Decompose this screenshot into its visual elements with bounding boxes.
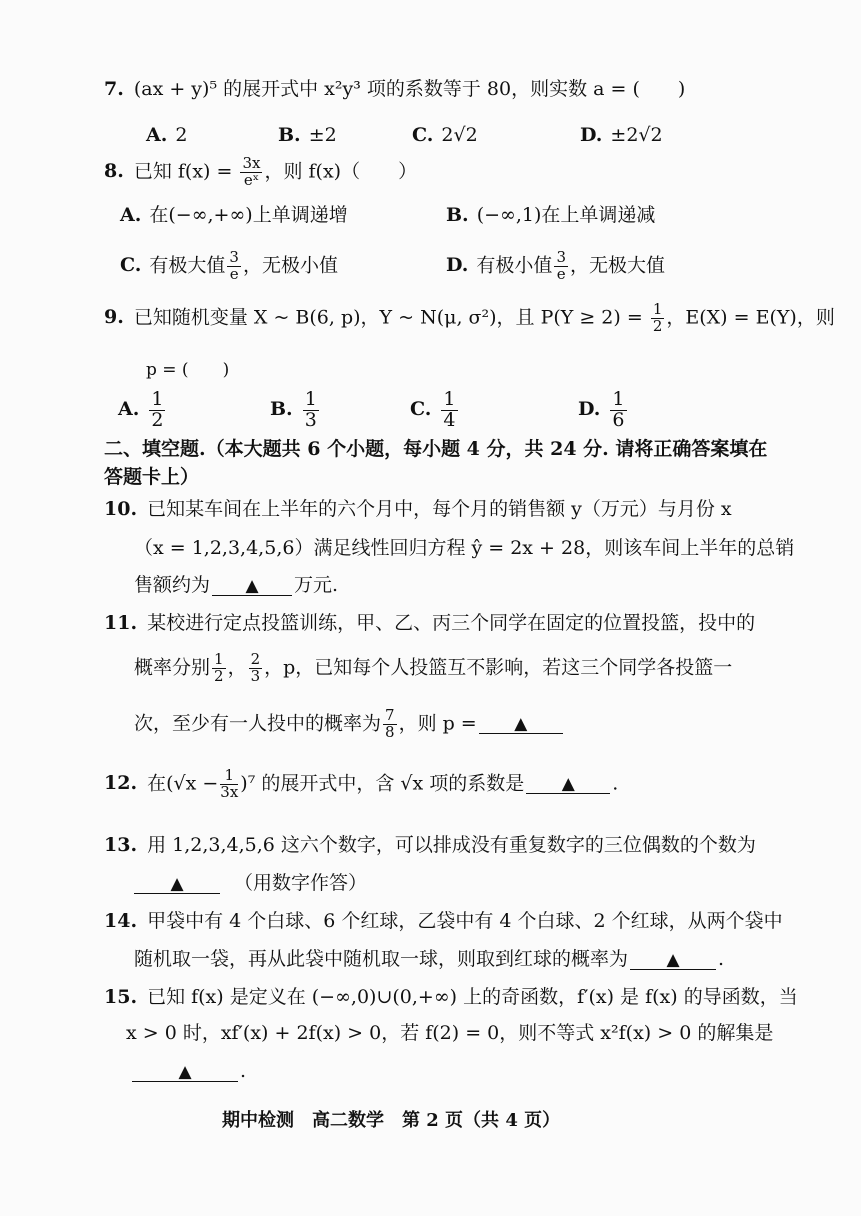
answer-blank[interactable]: ▲ bbox=[630, 950, 716, 970]
question-10-line3: 售额约为 ▲ 万元. bbox=[134, 574, 339, 596]
q8-option-a: A. 在(−∞,+∞)上单调递增 bbox=[120, 204, 348, 226]
question-13-line2: ▲ （用数字作答） bbox=[132, 874, 367, 894]
question-15-line2: x > 0 时，xf′(x) + 2f(x) > 0，若 f(2) = 0，则不等式 x²f(x) > 0 的解集是 bbox=[126, 1022, 774, 1044]
question-9: 9. 已知随机变量 X ~ B(6, p)，Y ~ N(μ, σ²)，且 P(Y ≥ 2) = $\frac{1}{2}$ ，E(X) = E(Y)，则 bbox=[104, 300, 835, 335]
q9-option-d: D. $\frac{1}{6}$ bbox=[578, 388, 625, 431]
question-14-line2: 随机取一袋，再从此袋中随机取一球，则取到红球的概率为 ▲ . bbox=[134, 948, 725, 970]
q7-option-d: D. ±2√2 bbox=[580, 124, 663, 146]
fraction: $\frac{3x}{\text{eˣ}}$ bbox=[242, 154, 261, 189]
question-11-line2: 概率分别 $\frac{1}{2}$ ， $\frac{2}{3}$ ，p，已知每个人投篮互不影响，若这三个同学各投篮一 bbox=[134, 650, 733, 685]
answer-blank[interactable]: ▲ bbox=[479, 714, 563, 734]
question-9-line2: p = ( ) bbox=[146, 360, 230, 380]
q8-option-c: C. 有极大值 $\frac{3}{e}$ ，无极小值 bbox=[120, 248, 338, 283]
answer-blank[interactable]: ▲ bbox=[134, 874, 220, 894]
q9-option-a: A. $\frac{1}{2}$ bbox=[118, 388, 164, 431]
question-14: 14. 甲袋中有 4 个白球、6 个红球，乙袋中有 4 个白球、2 个红球，从两个袋中 bbox=[104, 910, 783, 932]
question-10: 10. 已知某车间在上半年的六个月中，每个月的销售额 y（万元）与月份 x bbox=[104, 498, 732, 520]
question-number: 9. bbox=[104, 306, 124, 329]
question-11: 11. 某校进行定点投篮训练，甲、乙、丙三个同学在固定的位置投篮，投中的 bbox=[104, 612, 756, 634]
q9-option-c: C. $\frac{1}{4}$ bbox=[410, 388, 456, 431]
question-number: 7. bbox=[104, 78, 124, 100]
section-heading-line2: 答题卡上） bbox=[104, 466, 200, 488]
question-11-line3: 次，至少有一人投中的概率为 $\frac{7}{8}$ ，则 p = ▲ bbox=[134, 708, 565, 741]
q8-option-b: B. (−∞,1)在上单调递减 bbox=[446, 204, 656, 226]
answer-blank[interactable]: ▲ bbox=[526, 774, 610, 794]
question-10-line2: （x = 1,2,3,4,5,6）满足线性回归方程 ŷ = 2x + 28，则该车间上半年的总销 bbox=[134, 537, 795, 559]
question-7 bbox=[104, 80, 685, 99]
page-footer: 期中检测 高二数学 第 2 页（共 4 页） bbox=[222, 1110, 561, 1131]
question-12: 12. 在(√x − $\frac{1}{3x}$ )⁷ 的展开式中，含 √x 项的系数是 ▲ . bbox=[104, 766, 619, 801]
question-8: 8. 已知 f(x) = $\frac{3x}{\text{eˣ}}$ ，则 f(x)（ ） bbox=[104, 154, 418, 189]
q8-option-d: D. 有极小值 $\frac{3}{e}$ ，无极大值 bbox=[446, 248, 665, 283]
question-13: 13. 用 1,2,3,4,5,6 这六个数字，可以排成没有重复数字的三位偶数的个数为 bbox=[104, 834, 756, 856]
answer-blank[interactable]: ▲ bbox=[212, 576, 292, 596]
question-15-line3: ▲ . bbox=[130, 1062, 246, 1082]
q7-option-c: C. 2√2 bbox=[412, 124, 478, 146]
answer-blank[interactable]: ▲ bbox=[132, 1062, 238, 1082]
question-15: 15. 已知 f(x) 是定义在 (−∞,0)∪(0,+∞) 上的奇函数，f′(x) 是 f(x) 的导函数，当 bbox=[104, 986, 798, 1008]
q7-option-b: B. ±2 bbox=[278, 124, 337, 146]
q9-option-b: B. $\frac{1}{3}$ bbox=[270, 388, 317, 431]
question-text: (ax + y)⁵ 的展开式中 x²y³ 项的系数等于 80，则实数 a = ( ) bbox=[133, 78, 686, 100]
section-heading: 二、填空题.（本大题共 6 个小题，每小题 4 分，共 24 分. 请将正确答案填在 bbox=[104, 438, 768, 460]
question-number: 8. bbox=[104, 160, 124, 183]
q7-option-a: A. 2 bbox=[146, 124, 188, 146]
